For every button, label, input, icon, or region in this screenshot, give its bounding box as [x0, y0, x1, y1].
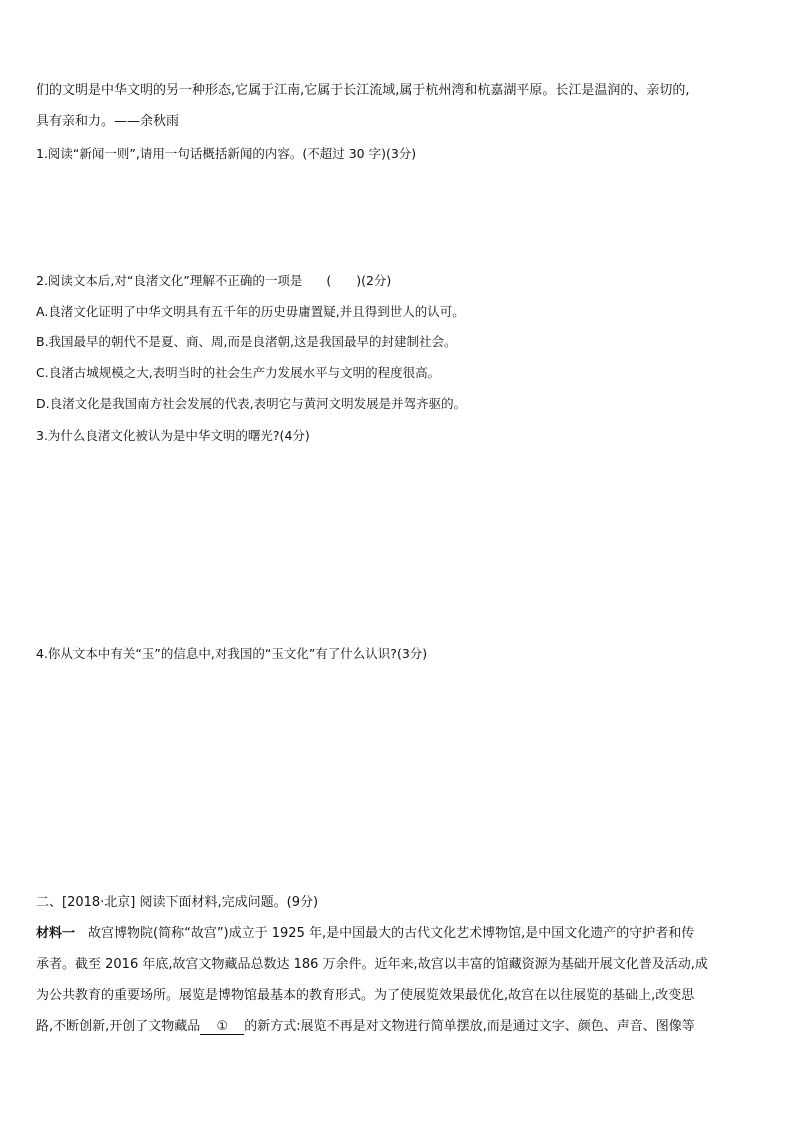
- passage-line: 们的文明是中华文明的另一种形态,它属于江南,它属于长江流域,属于杭州湾和杭嘉湖平原。长江是温润的、亲切的,: [36, 83, 690, 98]
- material-text: 的新方式:展览不再是对文物进行简单摆放,而是通过文字、颜色、声音、图像等: [244, 1019, 695, 1034]
- question-4: 4.你从文本中有关“玉”的信息中,对我国的“玉文化”有了什么认识?(3分): [36, 646, 428, 661]
- fill-in-blank: ①: [200, 1020, 244, 1035]
- answer-bracket: ( )(2分): [326, 273, 392, 288]
- material-text: 路,不断创新,开创了文物藏品: [36, 1019, 201, 1034]
- question-2-stem: 2.阅读文本后,对“良渚文化”理解不正确的一项是: [36, 273, 303, 288]
- question-3: 3.为什么良渚文化被认为是中华文明的曙光?(4分): [36, 428, 310, 443]
- option-b: B.我国最早的朝代不是夏、商、周,而是良渚朝,这是我国最早的封建制社会。: [36, 334, 457, 349]
- option-c: C.良渚古城规模之大,表明当时的社会生产力发展水平与文明的程度很高。: [36, 365, 441, 380]
- material-text: 故宫博物院(简称“故宫”)成立于 1925 年,是中国最大的古代文化艺术博物馆,是中国文化遗产的守护者和传: [75, 926, 695, 941]
- passage-line: 具有亲和力。——余秋雨: [36, 114, 180, 129]
- material-line: [36, 926, 694, 942]
- option-d: D.良渚文化是我国南方社会发展的代表,表明它与黄河文明发展是并驾齐驱的。: [36, 396, 467, 411]
- question-1: 1.阅读“新闻一则”,请用一句话概括新闻的内容。(不超过 30 字)(3分): [36, 146, 417, 161]
- material-line: [36, 1019, 695, 1035]
- material-label: 材料一: [36, 926, 76, 941]
- material-line: 承者。截至 2016 年底,故宫文物藏品总数达 186 万余件。近年来,故宫以丰富的馆藏资源为基础开展文化普及活动,成: [36, 957, 708, 972]
- section-2-header: 二、[2018·北京] 阅读下面材料,完成问题。(9分): [36, 895, 319, 910]
- material-line: 为公共教育的重要场所。展览是博物馆最基本的教育形式。为了使展览效果最优化,故宫在以往展览的基础上,改变思: [36, 988, 695, 1003]
- option-a: A.良渚文化证明了中华文明具有五千年的历史毋庸置疑,并且得到世人的认可。: [36, 304, 465, 319]
- question-2: [36, 273, 391, 289]
